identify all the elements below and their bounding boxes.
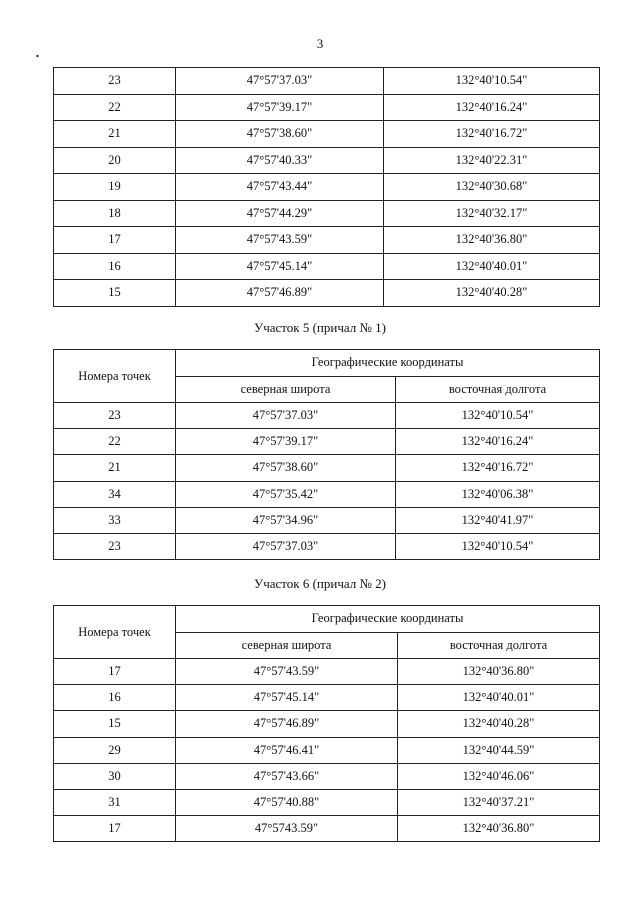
point-number-cell: 19: [54, 174, 176, 201]
longitude-cell: 132°40'36.80": [398, 816, 600, 842]
latitude-cell: 47°57'46.89": [176, 280, 384, 307]
point-number-cell: 20: [54, 147, 176, 174]
table-row: [54, 763, 600, 789]
latitude-cell: 47°57'37.03": [176, 533, 396, 559]
longitude-cell: 132°40'40.28": [398, 711, 600, 737]
longitude-cell: 132°40'10.54": [396, 403, 600, 429]
latitude-cell: 47°57'46.41": [176, 737, 398, 763]
point-number-cell: 17: [54, 816, 176, 842]
longitude-cell: 132°40'16.72": [396, 455, 600, 481]
latitude-cell: 47°57'45.14": [176, 685, 398, 711]
point-number-cell: 33: [54, 507, 176, 533]
latitude-cell: 47°57'43.44": [176, 174, 384, 201]
point-number-cell: 21: [54, 455, 176, 481]
table-row: [54, 507, 600, 533]
point-number-cell: 23: [54, 403, 176, 429]
point-number-cell: 34: [54, 481, 176, 507]
latitude-cell: 47°5743.59": [176, 816, 398, 842]
latitude-cell: 47°57'37.03": [176, 403, 396, 429]
section-6-caption: Участок 6 (причал № 2): [254, 576, 386, 591]
point-number-cell: 22: [54, 429, 176, 455]
point-number-cell: 23: [54, 533, 176, 559]
header-point-numbers: Номера точек: [54, 350, 176, 403]
longitude-cell: 132°40'16.72": [384, 121, 600, 148]
table-row: [54, 685, 600, 711]
point-number-cell: 22: [54, 94, 176, 121]
latitude-cell: 47°57'45.14": [176, 253, 384, 280]
latitude-cell: 47°57'35.42": [176, 481, 396, 507]
point-number-cell: 16: [54, 685, 176, 711]
table-row: [54, 253, 600, 280]
table-row: [54, 737, 600, 763]
table-row: [54, 227, 600, 254]
latitude-cell: 47°57'38.60": [176, 121, 384, 148]
longitude-cell: 132°40'44.59": [398, 737, 600, 763]
header-geo-coordinates: Географические координаты: [176, 606, 600, 633]
table-row: [54, 174, 600, 201]
latitude-cell: 47°57'34.96": [176, 507, 396, 533]
latitude-cell: 47°57'40.88": [176, 789, 398, 815]
table-body: [54, 68, 600, 307]
point-number-cell: 23: [54, 68, 176, 95]
table-row: [54, 533, 600, 559]
table-body: [54, 403, 600, 560]
latitude-cell: 47°57'39.17": [176, 429, 396, 455]
latitude-cell: 47°57'38.60": [176, 455, 396, 481]
header-north-latitude: северная широта: [176, 632, 398, 659]
longitude-cell: 132°40'40.01": [398, 685, 600, 711]
longitude-cell: 132°40'36.80": [384, 227, 600, 254]
scan-speck: [36, 55, 39, 57]
longitude-cell: 132°40'16.24": [384, 94, 600, 121]
longitude-cell: 132°40'36.80": [398, 659, 600, 685]
point-number-cell: 17: [54, 659, 176, 685]
table-row: [54, 403, 600, 429]
latitude-cell: 47°57'46.89": [176, 711, 398, 737]
header-east-longitude: восточная долгота: [396, 376, 600, 403]
point-number-cell: 29: [54, 737, 176, 763]
point-number-cell: 30: [54, 763, 176, 789]
header-geo-coordinates: Географические координаты: [176, 350, 600, 377]
point-number-cell: 15: [54, 280, 176, 307]
table-row: [54, 147, 600, 174]
longitude-cell: 132°40'46.06": [398, 763, 600, 789]
longitude-cell: 132°40'06.38": [396, 481, 600, 507]
longitude-cell: 132°40'10.54": [396, 533, 600, 559]
point-number-cell: 31: [54, 789, 176, 815]
point-number-cell: 21: [54, 121, 176, 148]
header-east-longitude: восточная долгота: [398, 632, 600, 659]
longitude-cell: 132°40'37.21": [398, 789, 600, 815]
point-number-cell: 15: [54, 711, 176, 737]
header-point-numbers: Номера точек: [54, 606, 176, 659]
latitude-cell: 47°57'44.29": [176, 200, 384, 227]
table-row: [54, 68, 600, 95]
table-row: [54, 429, 600, 455]
header-north-latitude: северная широта: [176, 376, 396, 403]
latitude-cell: 47°57'40.33": [176, 147, 384, 174]
table-row: [54, 280, 600, 307]
point-number-cell: 16: [54, 253, 176, 280]
table-row: [54, 455, 600, 481]
latitude-cell: 47°57'43.66": [176, 763, 398, 789]
table-row: [54, 711, 600, 737]
latitude-cell: 47°57'43.59": [176, 659, 398, 685]
longitude-cell: 132°40'16.24": [396, 429, 600, 455]
table-row: [54, 659, 600, 685]
page-number: 3: [316, 36, 324, 51]
longitude-cell: 132°40'40.01": [384, 253, 600, 280]
table-row: [54, 481, 600, 507]
latitude-cell: 47°57'43.59": [176, 227, 384, 254]
latitude-cell: 47°57'39.17": [176, 94, 384, 121]
longitude-cell: 132°40'30.68": [384, 174, 600, 201]
point-number-cell: 18: [54, 200, 176, 227]
longitude-cell: 132°40'32.17": [384, 200, 600, 227]
table-row: [54, 816, 600, 842]
table-row: [54, 200, 600, 227]
table-row: [54, 94, 600, 121]
section-5-caption: Участок 5 (причал № 1): [254, 320, 386, 335]
longitude-cell: 132°40'10.54": [384, 68, 600, 95]
longitude-cell: 132°40'22.31": [384, 147, 600, 174]
point-number-cell: 17: [54, 227, 176, 254]
section-5-coordinates-table: [53, 349, 600, 560]
longitude-cell: 132°40'41.97": [396, 507, 600, 533]
longitude-cell: 132°40'40.28": [384, 280, 600, 307]
latitude-cell: 47°57'37.03": [176, 68, 384, 95]
coordinates-table-continued: [53, 67, 600, 307]
table-body: [54, 659, 600, 842]
table-row: [54, 789, 600, 815]
table-row: [54, 121, 600, 148]
section-6-coordinates-table: [53, 605, 600, 842]
